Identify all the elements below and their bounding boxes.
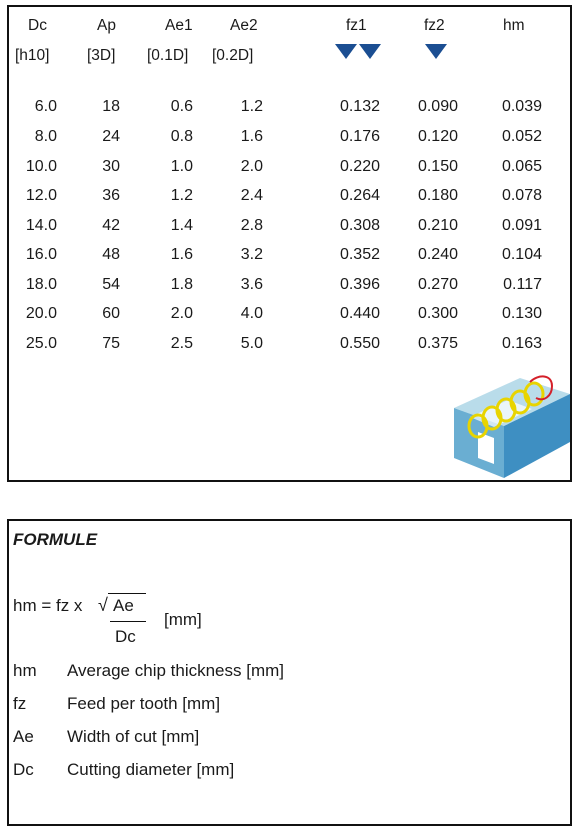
cell-fz1: 0.550 [339,335,380,352]
cell-dc: 12.0 [25,187,57,204]
cell-ae1: 1.0 [170,158,193,175]
cell-ae2: 5.0 [240,335,263,352]
cell-hm: 0.117 [503,276,542,293]
cell-dc: 8.0 [34,128,57,145]
subheader-ae1: [0.1D] [147,47,189,64]
cell-ae1: 0.8 [170,128,193,145]
cell-hm: 0.104 [501,246,542,263]
cell-ap: 18 [102,98,120,115]
cell-hm: 0.039 [501,98,542,115]
col-header-hm: hm [503,17,525,34]
cell-fz2: 0.120 [417,128,458,145]
cell-ap: 48 [102,246,120,263]
cell-dc: 18.0 [25,276,57,293]
formula-denominator: Dc [115,627,136,646]
cell-fz2: 0.210 [417,217,458,234]
fz1-marker-icon [359,44,381,59]
cell-ae1: 0.6 [170,98,193,115]
col-header-fz1: fz1 [346,17,367,34]
cell-fz2: 0.375 [417,335,458,352]
cell-fz1: 0.220 [339,158,380,175]
col-header-dc: Dc [28,17,47,34]
cell-ae2: 2.8 [240,217,263,234]
subheader-ap: [3D] [87,47,116,64]
cell-fz2: 0.300 [417,305,458,322]
col-header-ae1: Ae1 [165,17,193,34]
cell-ae1: 1.6 [170,246,193,263]
cell-ae1: 1.2 [170,187,193,204]
cell-ae2: 3.2 [240,246,263,263]
cell-ap: 60 [102,305,120,322]
cell-dc: 25.0 [25,335,57,352]
cell-hm: 0.163 [501,335,542,352]
col-header-fz2: fz2 [424,17,445,34]
cell-ap: 75 [102,335,120,352]
subheader-dc: [h10] [15,47,50,64]
cell-dc: 16.0 [25,246,57,263]
legend-text: Width of cut [mm] [67,727,200,746]
formula-title: FORMULE [13,530,98,549]
col-header-ap: Ap [97,17,116,34]
subheader-ae2: [0.2D] [212,47,254,64]
cell-ae2: 4.0 [240,305,263,322]
cell-hm: 0.065 [501,158,542,175]
cell-ap: 42 [102,217,120,234]
cell-fz2: 0.150 [417,158,458,175]
cell-fz1: 0.308 [339,217,380,234]
cell-ae1: 2.5 [170,335,193,352]
cell-hm: 0.052 [501,128,542,145]
cell-ae1: 2.0 [170,305,193,322]
cell-ap: 54 [102,276,120,293]
cell-ae2: 2.0 [240,158,263,175]
legend-symbol: Dc [13,760,34,779]
sqrt-symbol: √ [98,595,108,615]
cell-hm: 0.130 [501,305,542,322]
cell-fz1: 0.132 [339,98,380,115]
cell-ae2: 3.6 [240,276,263,293]
cell-fz1: 0.396 [339,276,380,293]
milling-slot-icon [448,372,574,482]
cell-ae2: 2.4 [240,187,263,204]
legend-symbol: fz [13,694,27,713]
cell-dc: 20.0 [25,305,57,322]
cell-ae1: 1.4 [170,217,193,234]
cell-hm: 0.078 [501,187,542,204]
cell-ap: 36 [102,187,120,204]
fz1-marker-icon [335,44,357,59]
cell-ap: 30 [102,158,120,175]
formula-numerator: Ae [113,596,134,615]
cell-fz1: 0.176 [339,128,380,145]
cell-fz2: 0.180 [417,187,458,204]
cell-fz2: 0.270 [417,276,458,293]
cell-hm: 0.091 [501,217,542,234]
cell-fz1: 0.352 [339,246,380,263]
cell-dc: 6.0 [34,98,57,115]
formula-unit: [mm] [164,610,202,629]
legend-symbol: hm [13,661,37,680]
cell-ap: 24 [102,128,120,145]
cell-fz1: 0.264 [339,187,380,204]
cell-ae2: 1.6 [240,128,263,145]
fraction-bar [110,621,146,622]
cell-ae1: 1.8 [170,276,193,293]
sqrt-bar [108,593,146,594]
cell-fz1: 0.440 [339,305,380,322]
cell-dc: 10.0 [25,158,57,175]
fz2-marker-icon [425,44,447,59]
cell-ae2: 1.2 [240,98,263,115]
cell-fz2: 0.090 [417,98,458,115]
formula-lhs: hm = fz x [13,596,83,615]
legend-symbol: Ae [13,727,34,746]
cell-dc: 14.0 [25,217,57,234]
legend-text: Cutting diameter [mm] [67,760,235,779]
legend-text: Feed per tooth [mm] [67,694,221,713]
col-header-ae2: Ae2 [230,17,258,34]
cell-fz2: 0.240 [417,246,458,263]
legend-text: Average chip thickness [mm] [67,661,284,680]
